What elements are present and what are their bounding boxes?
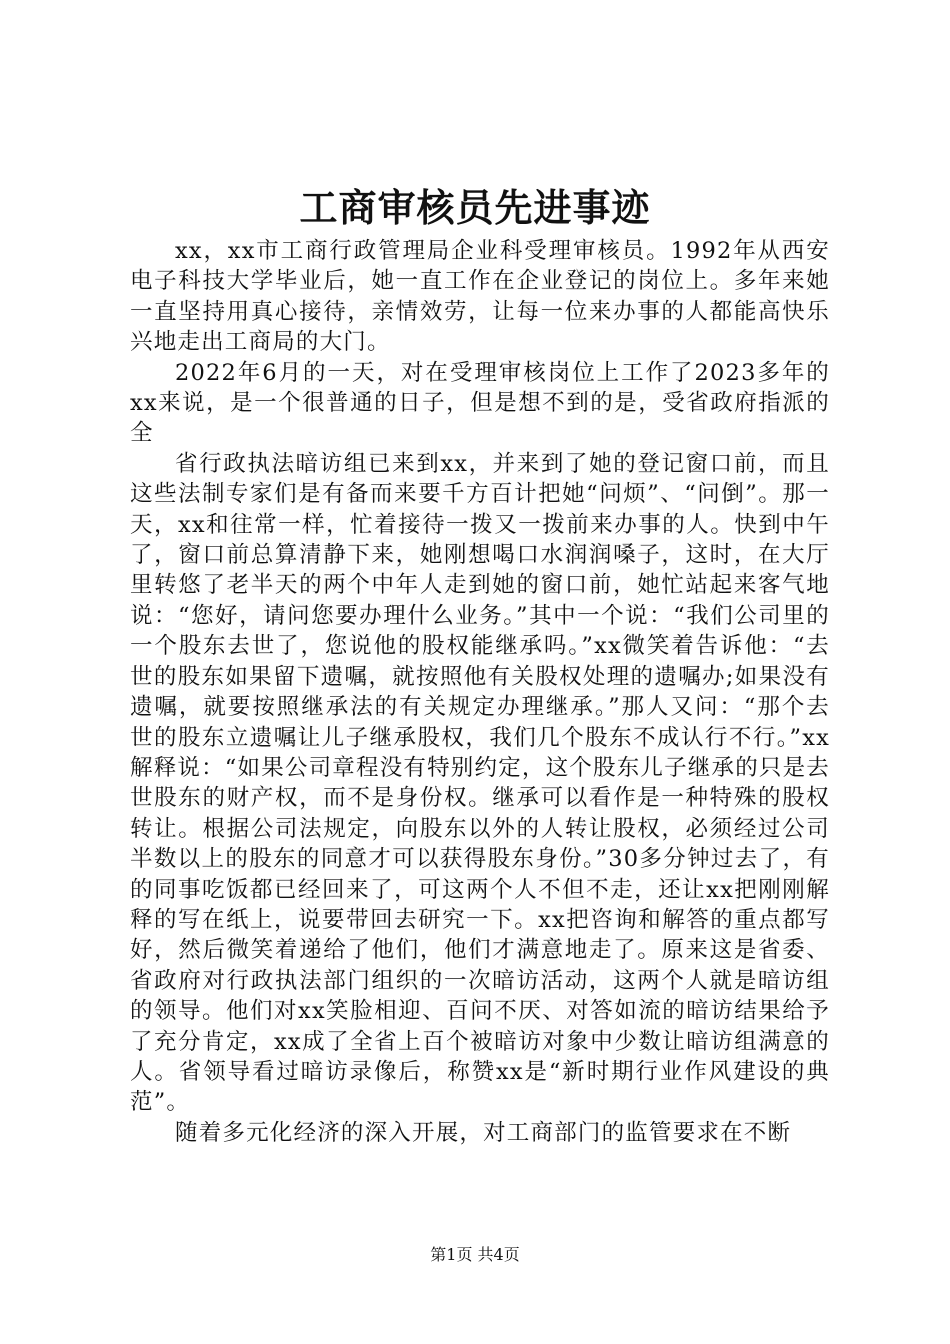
document-body: [130, 236, 830, 1148]
paragraph: xx，xx市工商行政管理局企业科受理审核员。1992年从西安电子科技大学毕业后，她一直工作在企业登记的岗位上。多年来她一直坚持用真心接待，亲情效劳，让每一位来办事的人都能高快乐兴地走出工商局的大门。: [130, 238, 830, 356]
paragraph: 省行政执法暗访组已来到xx，并来到了她的登记窗口前，而且这些法制专家们是有备而来要千方百计把她“问烦”、“问倒”。那一天，xx和往常一样，忙着接待一拨又一拨前来办事的人。快到中午了，窗口前总算清静下来，她刚想喝口水润润嗓子，这时，在大厅里转悠了老半天的两个中年人走到她的窗口前，她忙站起来客气地说：“您好，请问您要办理什么业务。”其中一个说：“我们公司里的一个股东去世了，您说他的股权能继承吗。”xx微笑着告诉他：“去世的股东如果留下遗嘱，就按照他有关股权处理的遗嘱办;如果没有遗嘱，就要按照继承法的有关规定办理继承。”那人又问：“那个去世的股东立遗嘱让儿子继承股权，我们几个股东不成认行不行。”xx解释说：“如果公司章程没有特别约定，这个股东儿子继承的只是去世股东的财产权，而不是身份权。继承可以看作是一种特殊的股权转让。根据公司法规定，向股东以外的人转让股权，必须经过公司半数以上的股东的同意才可以获得股东身份。”30多分钟过去了，有的同事吃饭都已经回来了，可这两个人不但不走，还让xx把刚刚解释的写在纸上，说要带回去研究一下。xx把咨询和解答的重点都写好，然后微笑着递给了他们，他们才满意地走了。原来这是省委、省政府对行政执法部门组织的一次暗访活动，这两个人就是暗访组的领导。他们对xx笑脸相迎、百问不厌、对答如流的暗访结果给予了充分肯定，xx成了全省上百个被暗访对象中少数让暗访组满意的人。省领导看过暗访录像后，称赞xx是“新时期行业作风建设的典范”。: [130, 450, 831, 1116]
document-title: 工商审核员先进事迹: [299, 185, 651, 230]
paragraph: 随着多元化经济的深入开展，对工商部门的监管要求在不断: [175, 1119, 792, 1146]
paragraph: 2022年6月的一天，对在受理审核岗位上工作了2023多年的xx来说，是一个很普通的日子，但是想不到的是，受省政府指派的全: [130, 359, 830, 447]
page-footer: 第1页 共4页: [430, 1245, 520, 1264]
